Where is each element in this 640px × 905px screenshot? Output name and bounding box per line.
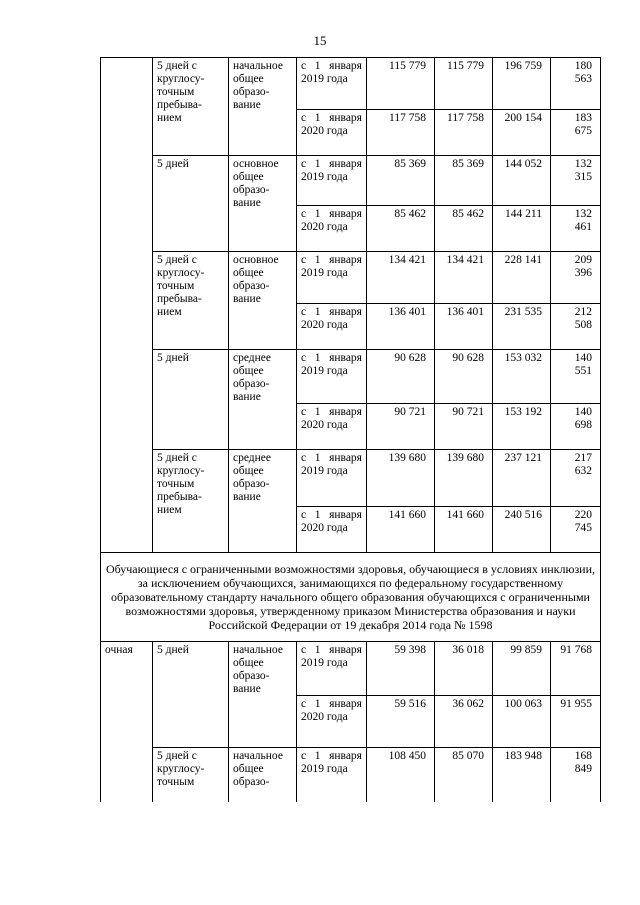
value-cell: 134 421 (367, 252, 435, 304)
date-year: 2020 года (301, 221, 348, 233)
value-cell: 240 516 (493, 507, 551, 553)
regime-cell (153, 252, 229, 350)
regime-line: круглосу- (157, 763, 205, 775)
value-cell: 183 675 (551, 110, 601, 156)
value-cell: 228 141 (493, 252, 551, 304)
value-cell: 90 721 (435, 404, 493, 450)
form-cell-empty (101, 58, 153, 553)
regime-line: точным (157, 776, 195, 788)
level-cell (229, 642, 297, 748)
value-cell: 90 628 (367, 350, 435, 404)
value-cell: 140 551 (551, 350, 601, 404)
date-word: января (329, 750, 362, 762)
date-year: 2019 года (301, 73, 348, 85)
date-word: 1 (314, 306, 321, 318)
level-cell (229, 450, 297, 553)
date-word: января (329, 254, 362, 266)
date-cell (297, 507, 367, 553)
date-year: 2020 года (301, 125, 348, 137)
date-word: 1 (314, 254, 321, 266)
level-line: среднее (233, 352, 272, 364)
level-line: вание (233, 99, 261, 111)
date-word: января (329, 698, 362, 710)
regime-line: 5 дней (157, 352, 189, 364)
value-cell: 183 948 (493, 748, 551, 802)
date-line-1 (301, 352, 362, 365)
value-cell: 115 779 (367, 58, 435, 110)
date-word: с (301, 509, 307, 521)
level-line: начальное (233, 750, 283, 762)
date-line-1 (301, 452, 362, 465)
regime-cell (153, 350, 229, 450)
regime-line: нием (157, 504, 182, 516)
date-year: 2019 года (301, 365, 348, 377)
page-number: 15 (313, 33, 327, 48)
table-row (101, 252, 601, 304)
regime-line: пребыва- (157, 293, 202, 305)
regime-line: круглосу- (157, 73, 205, 85)
date-word: 1 (314, 509, 321, 521)
level-line: образо- (233, 86, 270, 98)
value-cell: 91 955 (551, 696, 601, 748)
level-line: общее (233, 73, 264, 85)
level-line: вание (233, 293, 261, 305)
date-word: января (329, 406, 362, 418)
date-word: 1 (314, 158, 321, 170)
regime-line: нием (157, 112, 182, 124)
value-cell: 36 018 (435, 642, 493, 696)
normatives-table (100, 57, 601, 802)
level-line: основное (233, 158, 279, 170)
regime-line: точным (157, 86, 195, 98)
date-year: 2020 года (301, 319, 348, 331)
regime-line: 5 дней с (157, 750, 197, 762)
level-cell (229, 748, 297, 802)
date-word: с (301, 208, 307, 220)
regime-line: 5 дней (157, 158, 189, 170)
value-cell: 136 401 (367, 304, 435, 350)
level-line: общее (233, 465, 264, 477)
value-cell: 237 121 (493, 450, 551, 507)
date-word: января (329, 158, 362, 170)
date-year: 2020 года (301, 711, 348, 723)
value-cell: 200 154 (493, 110, 551, 156)
date-year: 2019 года (301, 267, 348, 279)
table-row (101, 450, 601, 507)
value-cell: 141 660 (435, 507, 493, 553)
date-line-1 (301, 60, 362, 73)
value-cell: 153 192 (493, 404, 551, 450)
value-cell: 144 211 (493, 206, 551, 252)
date-year: 2019 года (301, 657, 348, 669)
level-cell (229, 350, 297, 450)
value-cell: 117 758 (367, 110, 435, 156)
date-cell (297, 156, 367, 206)
date-cell (297, 110, 367, 156)
date-cell (297, 350, 367, 404)
date-line-1 (301, 644, 362, 657)
form-cell: очная (101, 642, 153, 802)
value-cell: 231 535 (493, 304, 551, 350)
date-word: с (301, 750, 307, 762)
date-word: января (329, 509, 362, 521)
date-word: с (301, 60, 307, 72)
regime-line: точным (157, 478, 195, 490)
value-cell: 115 779 (435, 58, 493, 110)
date-line-1 (301, 112, 362, 125)
regime-line: точным (157, 280, 195, 292)
date-cell (297, 252, 367, 304)
date-word: с (301, 698, 307, 710)
date-year: 2019 года (301, 763, 348, 775)
value-cell: 168 849 (551, 748, 601, 802)
level-line: основное (233, 254, 279, 266)
regime-line: 5 дней с (157, 254, 197, 266)
table-row (101, 58, 601, 110)
date-word: с (301, 306, 307, 318)
level-line: начальное (233, 60, 283, 72)
level-line: образо- (233, 776, 270, 788)
date-year: 2020 года (301, 419, 348, 431)
value-cell: 85 462 (367, 206, 435, 252)
date-word: января (329, 112, 362, 124)
date-cell (297, 696, 367, 748)
value-cell: 220 745 (551, 507, 601, 553)
date-word: 1 (314, 644, 321, 656)
section-heading-row (101, 553, 601, 642)
value-cell: 90 628 (435, 350, 493, 404)
date-word: с (301, 158, 307, 170)
value-cell: 100 063 (493, 696, 551, 748)
value-cell: 153 032 (493, 350, 551, 404)
date-line-1 (301, 509, 362, 522)
regime-cell (153, 58, 229, 156)
value-cell: 141 660 (367, 507, 435, 553)
value-cell: 91 768 (551, 642, 601, 696)
date-word: 1 (314, 750, 321, 762)
value-cell: 36 062 (435, 696, 493, 748)
level-line: среднее (233, 452, 272, 464)
date-line-1 (301, 698, 362, 711)
date-line-1 (301, 406, 362, 419)
regime-cell (153, 156, 229, 252)
regime-cell (153, 642, 229, 748)
value-cell: 209 396 (551, 252, 601, 304)
date-year: 2020 года (301, 522, 348, 534)
value-cell: 139 680 (367, 450, 435, 507)
date-word: с (301, 406, 307, 418)
value-cell: 85 369 (435, 156, 493, 206)
date-cell (297, 450, 367, 507)
regime-line: круглосу- (157, 465, 205, 477)
regime-cell (153, 748, 229, 802)
level-line: образо- (233, 184, 270, 196)
level-line: вание (233, 491, 261, 503)
value-cell: 85 369 (367, 156, 435, 206)
regime-line: 5 дней (157, 644, 189, 656)
regime-line: пребыва- (157, 491, 202, 503)
date-word: января (329, 644, 362, 656)
value-cell: 59 398 (367, 642, 435, 696)
date-cell (297, 304, 367, 350)
level-line: общее (233, 171, 264, 183)
date-word: 1 (314, 352, 321, 364)
date-word: с (301, 352, 307, 364)
date-word: с (301, 254, 307, 266)
table-row (101, 156, 601, 206)
value-cell: 132 461 (551, 206, 601, 252)
date-year: 2019 года (301, 171, 348, 183)
date-word: января (329, 208, 362, 220)
date-word: января (329, 352, 362, 364)
regime-line: нием (157, 306, 182, 318)
regime-line: 5 дней с (157, 60, 197, 72)
date-line-1 (301, 208, 362, 221)
value-cell: 196 759 (493, 58, 551, 110)
level-cell (229, 58, 297, 156)
level-line: вание (233, 391, 261, 403)
regime-line: круглосу- (157, 267, 205, 279)
level-line: образо- (233, 670, 270, 682)
level-line: общее (233, 365, 264, 377)
value-cell: 212 508 (551, 304, 601, 350)
table-row (101, 350, 601, 404)
value-cell: 144 052 (493, 156, 551, 206)
level-line: образо- (233, 378, 270, 390)
level-line: вание (233, 197, 261, 209)
value-cell: 132 315 (551, 156, 601, 206)
date-cell (297, 206, 367, 252)
level-line: общее (233, 657, 264, 669)
level-cell (229, 252, 297, 350)
date-word: 1 (314, 208, 321, 220)
level-line: общее (233, 763, 264, 775)
date-line-1 (301, 254, 362, 267)
value-cell: 117 758 (435, 110, 493, 156)
date-word: 1 (314, 698, 321, 710)
value-cell: 85 070 (435, 748, 493, 802)
value-cell: 180 563 (551, 58, 601, 110)
regime-cell (153, 450, 229, 553)
date-cell (297, 58, 367, 110)
date-cell (297, 404, 367, 450)
section-heading: Обучающиеся с ограниченными возможностями здоровья, обучающиеся в условиях инклюзии, за исключением обучающихся, занимающихся по федеральному государственному образовательному стандарту начального общего образования обучающихся с ограниченными возможностями здоровья, утвержденному приказом Министерства образования и науки Российской Федерации от 19 декабря 2014 года № 1598 (101, 553, 601, 642)
value-cell: 217 632 (551, 450, 601, 507)
date-word: с (301, 452, 307, 464)
date-cell (297, 642, 367, 696)
regime-line: пребыва- (157, 99, 202, 111)
date-word: 1 (314, 112, 321, 124)
date-word: 1 (314, 406, 321, 418)
date-line-1 (301, 750, 362, 763)
date-line-1 (301, 306, 362, 319)
date-word: января (329, 60, 362, 72)
value-cell: 140 698 (551, 404, 601, 450)
level-line: общее (233, 267, 264, 279)
level-line: образо- (233, 478, 270, 490)
date-word: января (329, 306, 362, 318)
value-cell: 134 421 (435, 252, 493, 304)
table-row (101, 642, 601, 696)
table-row (101, 748, 601, 802)
value-cell: 59 516 (367, 696, 435, 748)
date-word: с (301, 644, 307, 656)
date-word: 1 (314, 60, 321, 72)
value-cell: 99 859 (493, 642, 551, 696)
date-word: с (301, 112, 307, 124)
level-cell (229, 156, 297, 252)
date-word: января (329, 452, 362, 464)
date-word: 1 (314, 452, 321, 464)
value-cell: 108 450 (367, 748, 435, 802)
regime-line: 5 дней с (157, 452, 197, 464)
date-cell (297, 748, 367, 802)
level-line: вание (233, 683, 261, 695)
level-line: образо- (233, 280, 270, 292)
level-line: начальное (233, 644, 283, 656)
value-cell: 136 401 (435, 304, 493, 350)
date-line-1 (301, 158, 362, 171)
value-cell: 85 462 (435, 206, 493, 252)
date-year: 2019 года (301, 465, 348, 477)
value-cell: 139 680 (435, 450, 493, 507)
value-cell: 90 721 (367, 404, 435, 450)
